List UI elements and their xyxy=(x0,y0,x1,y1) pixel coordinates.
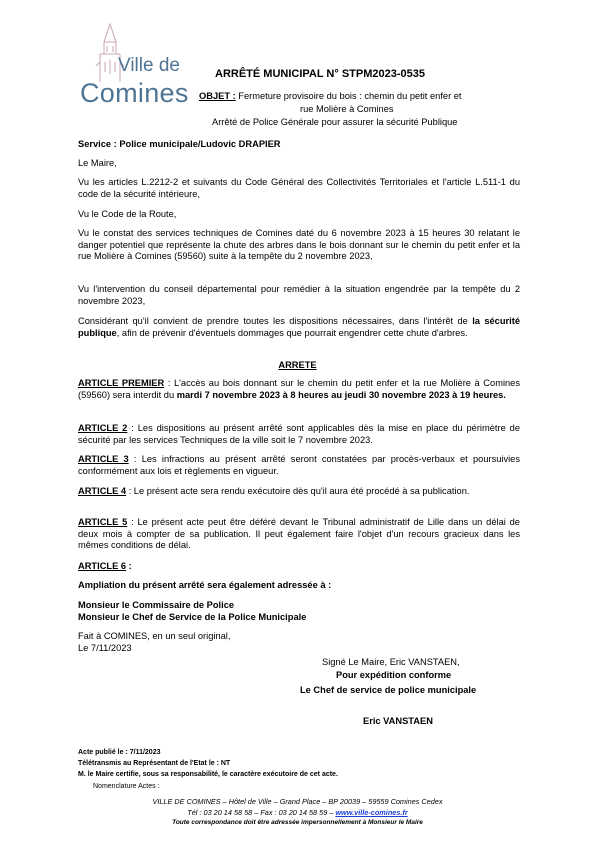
considerant-text-a: Considérant qu'il convient de prendre toutes les dispositions nécessaires, dans l'intérêt de xyxy=(78,316,473,326)
objet-text: Fermeture provisoire du bois : chemin du petit enfer et xyxy=(235,91,462,101)
article-2-text: : Les dispositions au présent arrêté sont applicables dès la mise en place du périmètre de sécurité par les services Techniques de la ville soit le 7 novembre 2023. xyxy=(78,423,520,445)
article-6 xyxy=(78,561,132,573)
article-6-text: : xyxy=(126,561,132,571)
article-4-label: ARTICLE 4 xyxy=(78,486,127,496)
article-2-label: ARTICLE 2 xyxy=(78,423,128,433)
vu-constat: Vu le constat des services techniques de Comines daté du 6 novembre 2023 à 15 heures 30 relatant le danger potentiel que représente la chute des arbres dans le bois donnant sur le chemin du petit enfer et la rue Molière à Comines (59560) suite à la tempête du 2 novembre 2023, xyxy=(78,228,520,262)
objet-line1 xyxy=(199,91,462,103)
city-logo xyxy=(80,22,195,114)
footer-correspondance: Toute correspondance doit être adressée impersonnellement à Monsieur le Maire xyxy=(172,819,423,826)
nomenclature-actes: Nomenclature Actes : xyxy=(93,783,160,790)
article-3-label: ARTICLE 3 xyxy=(78,454,129,464)
objet-line2: rue Molière à Comines xyxy=(300,104,394,114)
article-5-text: : Le présent acte peut être déféré devant le Tribunal administratif de Lille dans un délai de deux mois à compter de sa publication. Il peut également faire l'objet d'un recours gracieux dans les mêmes conditions de délai. xyxy=(78,517,520,551)
maire-certifie: M. le Maire certifie, sous sa responsabilité, le caractère exécutoire de cet acte. xyxy=(78,771,338,778)
article-5-label: ARTICLE 5 xyxy=(78,517,128,527)
signature-chef: Le Chef de service de police municipale xyxy=(300,685,477,695)
objet-label: OBJET : xyxy=(199,91,236,101)
teletransmis: Télétransmis au Représentant de l'Etat le : NT xyxy=(78,760,231,767)
considerant-text-b: , afin de prévenir d'éventuels dommages que pourrait engendrer cette chute d'arbres. xyxy=(116,327,468,338)
page-title: ARRÊTÉ MUNICIPAL N° STPM2023-0535 xyxy=(215,68,425,80)
article-3-text: : Les infractions au présent arrêté seront constatées par procès-verbaux et poursuivies conformément aux lois et règlements en vigueur. xyxy=(78,454,521,476)
website-link[interactable]: www.ville-comines.fr xyxy=(335,808,408,817)
fait-a: Fait à COMINES, en un seul original, xyxy=(78,631,231,641)
objet-line3: Arrêté de Police Générale pour assurer la sécurité Publique xyxy=(212,117,458,127)
fait-date: Le 7/11/2023 xyxy=(78,643,132,653)
signature-name: Eric VANSTAEN xyxy=(363,716,433,726)
signature-expedition: Pour expédition conforme xyxy=(336,670,452,680)
considerant-bold: la sécurité publique xyxy=(78,316,521,338)
article-4-text: : Le présent acte sera rendu exécutoire dès qu'il aura été procédé à sa publication. xyxy=(126,486,470,496)
article-3 xyxy=(78,454,520,477)
ampliation-intro: Ampliation du présent arrêté sera également adressée à : xyxy=(78,580,332,590)
vu-intervention: Vu l'intervention du conseil départemental pour remédier à la situation engendrée par la tempête du 2 novembre 2023, xyxy=(78,284,520,306)
signature-signe: Signé Le Maire, Eric VANSTAEN, xyxy=(322,657,460,667)
footer-address: VILLE DE COMINES – Hôtel de Ville – Grand Place – BP 20039 – 59559 Comines Cedex xyxy=(152,797,443,806)
article-premier-label: ARTICLE PREMIER xyxy=(78,378,165,388)
article-5 xyxy=(78,517,520,552)
footer-contact xyxy=(0,808,595,817)
ampliation-chef-service: Monsieur le Chef de Service de la Police Municipale xyxy=(78,612,307,622)
logo-ville-de: Ville de xyxy=(118,55,180,76)
arrete-heading: ARRETE xyxy=(278,360,317,370)
acte-publie: Acte publié le : 7/11/2023 xyxy=(78,749,161,756)
article-2 xyxy=(78,423,520,446)
considerant xyxy=(78,316,520,339)
footer-tel-fax: Tél : 03 20 14 58 58 – Fax : 03 20 14 58 59 – xyxy=(187,808,336,817)
article-4 xyxy=(78,486,520,498)
vu-code-route: Vu le Code de la Route, xyxy=(78,209,177,219)
ampliation-commissaire: Monsieur le Commissaire de Police xyxy=(78,600,235,610)
vu-cgct: Vu les articles L.2212-2 et suivants du Code Général des Collectivités Territoriales et l'article L.511-1 du code de la sécurité intérieure, xyxy=(78,177,520,199)
le-maire: Le Maire, xyxy=(78,158,117,168)
article-premier-dates: mardi 7 novembre 2023 à 8 heures au jeudi 30 novembre 2023 à 19 heures. xyxy=(176,389,506,400)
service-line: Service : Police municipale/Ludovic DRAPIER xyxy=(78,139,281,149)
article-premier xyxy=(78,378,520,401)
article-premier-text: : L'accès au bois donnant sur le chemin du petit enfer et la rue Molière à Comines (59560) sera interdit du xyxy=(78,378,520,400)
logo-comines: Comines xyxy=(80,78,189,108)
article-6-label: ARTICLE 6 xyxy=(78,561,127,571)
